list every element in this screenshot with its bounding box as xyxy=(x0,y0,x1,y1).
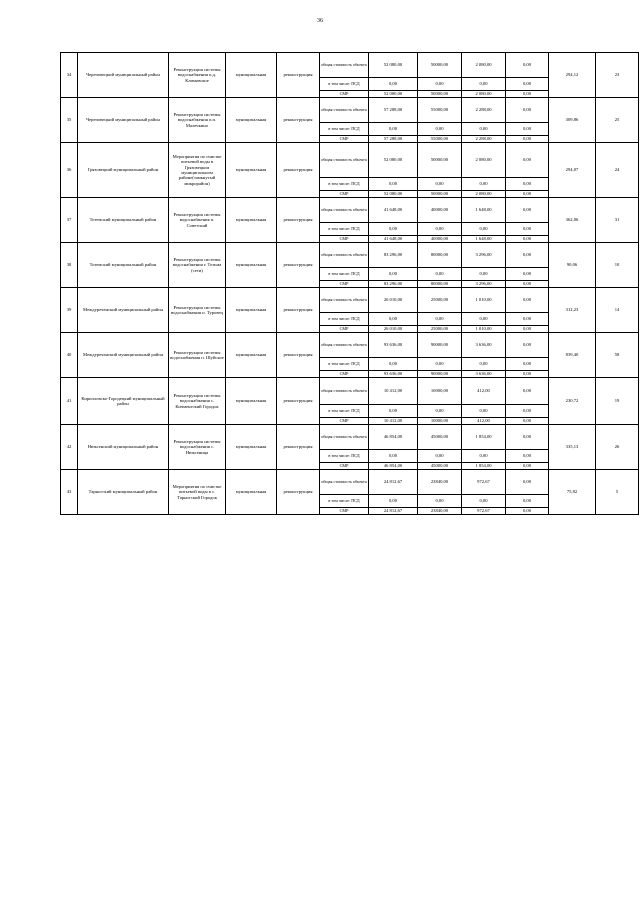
value-cell: 0,00 xyxy=(506,333,549,358)
value-cell: 80000,00 xyxy=(418,281,462,288)
object-cell: Реконструкция системы водоснабжения п.п. Малечкино xyxy=(169,98,226,143)
row-number: 36 xyxy=(61,143,78,198)
value-cell: 2 080,00 xyxy=(462,91,506,98)
value-cell: 3 636,00 xyxy=(462,333,506,358)
ownership-cell: муниципальная xyxy=(226,288,277,333)
district-cell: Тотемский муниципальный район xyxy=(78,198,169,243)
value-cell: 0,00 xyxy=(506,418,549,425)
indicator-cell: СМР xyxy=(320,418,369,425)
indicator-cell: СМР xyxy=(320,136,369,143)
value-cell: 0,00 xyxy=(506,198,549,223)
value-cell: 46 854,00 xyxy=(369,463,418,470)
value-cell: 0,00 xyxy=(462,495,506,508)
work-type-cell: реконструкция xyxy=(277,378,320,425)
value-cell: 0,00 xyxy=(462,223,506,236)
population-cell: 23 xyxy=(596,53,639,98)
row-number: 38 xyxy=(61,243,78,288)
value-cell: 0,00 xyxy=(506,405,549,418)
value-cell: 52 080,00 xyxy=(369,91,418,98)
ownership-cell: муниципальная xyxy=(226,198,277,243)
value-cell: 55000,00 xyxy=(418,98,462,123)
value-cell: 52 080,00 xyxy=(369,191,418,198)
work-type-cell: реконструкция xyxy=(277,98,320,143)
value-cell: 1 854,00 xyxy=(462,425,506,450)
value-cell: 3 296,00 xyxy=(462,243,506,268)
object-cell: Реконструкция системы водоснабжения п.д. Климовское xyxy=(169,53,226,98)
value-cell: 0,00 xyxy=(418,123,462,136)
table-row xyxy=(61,243,639,268)
population-cell: 14 xyxy=(596,288,639,333)
value-cell: 0,00 xyxy=(369,495,418,508)
value-cell: 10000,00 xyxy=(418,418,462,425)
indicator-cell: общая стоимость объекта xyxy=(320,53,369,78)
value-cell: 24 812,67 xyxy=(369,508,418,515)
value-cell: 24 812,67 xyxy=(369,470,418,495)
value-cell: 0,00 xyxy=(418,313,462,326)
length-cell: 294,12 xyxy=(549,53,596,98)
value-cell: 412,00 xyxy=(462,378,506,405)
indicator-cell: в том числе: ПСД xyxy=(320,78,369,91)
length-cell: 362,06 xyxy=(549,198,596,243)
value-cell: 83 296,00 xyxy=(369,243,418,268)
object-cell: Реконструкция системы водоснабжения с. Кичменгский Городок xyxy=(169,378,226,425)
value-cell: 0,00 xyxy=(369,78,418,91)
indicator-cell: СМР xyxy=(320,236,369,243)
value-cell: 0,00 xyxy=(418,495,462,508)
value-cell: 57 288,00 xyxy=(369,98,418,123)
value-cell: 0,00 xyxy=(369,223,418,236)
row-number: 35 xyxy=(61,98,78,143)
indicator-cell: общая стоимость объекта xyxy=(320,98,369,123)
value-cell: 0,00 xyxy=(506,450,549,463)
row-number: 37 xyxy=(61,198,78,243)
value-cell: 0,00 xyxy=(418,268,462,281)
value-cell: 0,00 xyxy=(506,326,549,333)
value-cell: 1 648,00 xyxy=(462,198,506,223)
value-cell: 0,00 xyxy=(369,450,418,463)
value-cell: 0,00 xyxy=(506,243,549,268)
value-cell: 40000,00 xyxy=(418,198,462,223)
indicator-cell: в том числе: ПСД xyxy=(320,178,369,191)
value-cell: 0,00 xyxy=(506,78,549,91)
value-cell: 0,00 xyxy=(369,178,418,191)
work-type-cell: реконструкция xyxy=(277,470,320,515)
value-cell: 0,00 xyxy=(506,123,549,136)
value-cell: 2 080,00 xyxy=(462,191,506,198)
value-cell: 0,00 xyxy=(418,450,462,463)
table-row xyxy=(61,378,639,405)
population-cell: 31 xyxy=(596,198,639,243)
value-cell: 0,00 xyxy=(418,405,462,418)
ownership-cell: муниципальная xyxy=(226,333,277,378)
object-cell: Мероприятия по очистке питьевой воды в Грязовецком муниципальном районе(замкнутый микрорайон) xyxy=(169,143,226,198)
value-cell: 0,00 xyxy=(506,288,549,313)
table-row xyxy=(61,470,639,495)
value-cell: 50000,00 xyxy=(418,91,462,98)
indicator-cell: в том числе: ПСД xyxy=(320,268,369,281)
value-cell: 0,00 xyxy=(506,463,549,470)
value-cell: 0,00 xyxy=(418,78,462,91)
work-type-cell: реконструкция xyxy=(277,143,320,198)
value-cell: 0,00 xyxy=(506,236,549,243)
length-cell: 90,06 xyxy=(549,243,596,288)
value-cell: 0,00 xyxy=(506,371,549,378)
row-number: 39 xyxy=(61,288,78,333)
work-type-cell: реконструкция xyxy=(277,53,320,98)
indicator-cell: общая стоимость объекта xyxy=(320,198,369,223)
indicator-cell: СМР xyxy=(320,326,369,333)
district-cell: Кирилловско-Городецкий муниципальный район xyxy=(78,378,169,425)
indicator-cell: СМР xyxy=(320,91,369,98)
value-cell: 0,00 xyxy=(506,281,549,288)
ownership-cell: муниципальная xyxy=(226,378,277,425)
indicator-cell: общая стоимость объекта xyxy=(320,288,369,313)
investment-table xyxy=(60,52,639,515)
value-cell: 1 854,00 xyxy=(462,463,506,470)
value-cell: 0,00 xyxy=(418,358,462,371)
indicator-cell: общая стоимость объекта xyxy=(320,378,369,405)
district-cell: Тотемский муниципальный район xyxy=(78,243,169,288)
population-cell: 24 xyxy=(596,143,639,198)
value-cell: 2 080,00 xyxy=(462,53,506,78)
value-cell: 52 080,00 xyxy=(369,53,418,78)
population-cell: 10 xyxy=(596,243,639,288)
value-cell: 0,00 xyxy=(506,378,549,405)
value-cell: 90000,00 xyxy=(418,333,462,358)
value-cell: 50000,00 xyxy=(418,143,462,178)
work-type-cell: реконструкция xyxy=(277,288,320,333)
indicator-cell: в том числе: ПСД xyxy=(320,495,369,508)
row-number: 43 xyxy=(61,470,78,515)
length-cell: 294,07 xyxy=(549,143,596,198)
ownership-cell: муниципальная xyxy=(226,470,277,515)
indicator-cell: СМР xyxy=(320,463,369,470)
value-cell: 55000,00 xyxy=(418,136,462,143)
population-cell: 19 xyxy=(596,378,639,425)
object-cell: Реконструкция системы водоснабжения п. Туровец xyxy=(169,288,226,333)
value-cell: 1 648,00 xyxy=(462,236,506,243)
indicator-cell: в том числе: ПСД xyxy=(320,450,369,463)
value-cell: 0,00 xyxy=(462,450,506,463)
value-cell: 0,00 xyxy=(506,223,549,236)
value-cell: 41 648,00 xyxy=(369,236,418,243)
value-cell: 57 288,00 xyxy=(369,136,418,143)
value-cell: 0,00 xyxy=(462,358,506,371)
value-cell: 0,00 xyxy=(506,313,549,326)
value-cell: 45000,00 xyxy=(418,425,462,450)
value-cell: 0,00 xyxy=(462,123,506,136)
value-cell: 0,00 xyxy=(506,358,549,371)
length-cell: 75,82 xyxy=(549,470,596,515)
row-number: 42 xyxy=(61,425,78,470)
district-cell: Междуреченский муниципальный район xyxy=(78,333,169,378)
value-cell: 80000,00 xyxy=(418,243,462,268)
ownership-cell: муниципальная xyxy=(226,143,277,198)
value-cell: 0,00 xyxy=(506,508,549,515)
work-type-cell: реконструкция xyxy=(277,425,320,470)
value-cell: 1 010,00 xyxy=(462,288,506,313)
length-cell: 230,72 xyxy=(549,378,596,425)
indicator-cell: общая стоимость объекта xyxy=(320,425,369,450)
value-cell: 0,00 xyxy=(506,178,549,191)
row-number: 34 xyxy=(61,53,78,98)
value-cell: 0,00 xyxy=(462,313,506,326)
indicator-cell: в том числе: ПСД xyxy=(320,313,369,326)
value-cell: 26 010,00 xyxy=(369,326,418,333)
length-cell: 309,86 xyxy=(549,98,596,143)
value-cell: 0,00 xyxy=(369,405,418,418)
object-cell: Мероприятия по очистке питьевой воды в с. Тарногский Городок xyxy=(169,470,226,515)
value-cell: 0,00 xyxy=(369,358,418,371)
district-cell: Междуреченский муниципальный район xyxy=(78,288,169,333)
object-cell: Реконструкция системы водоснабжения п. Советский xyxy=(169,198,226,243)
district-cell: Тарногский муниципальный район xyxy=(78,470,169,515)
value-cell: 0,00 xyxy=(506,268,549,281)
value-cell: 45000,00 xyxy=(418,463,462,470)
population-cell: 25 xyxy=(596,98,639,143)
indicator-cell: общая стоимость объекта xyxy=(320,243,369,268)
row-number: 40 xyxy=(61,333,78,378)
value-cell: 25000,00 xyxy=(418,326,462,333)
length-cell: 335,13 xyxy=(549,425,596,470)
value-cell: 50000,00 xyxy=(418,53,462,78)
indicator-cell: в том числе: ПСД xyxy=(320,223,369,236)
object-cell: Реконструкция системы водоснабжения п. Шуйское xyxy=(169,333,226,378)
district-cell: Нюксенский муниципальный район xyxy=(78,425,169,470)
value-cell: 2 288,00 xyxy=(462,136,506,143)
value-cell: 50000,00 xyxy=(418,191,462,198)
value-cell: 3 296,00 xyxy=(462,281,506,288)
value-cell: 1 010,00 xyxy=(462,326,506,333)
value-cell: 41 648,00 xyxy=(369,198,418,223)
value-cell: 0,00 xyxy=(506,495,549,508)
value-cell: 0,00 xyxy=(369,268,418,281)
indicator-cell: в том числе: ПСД xyxy=(320,123,369,136)
length-cell: 312,23 xyxy=(549,288,596,333)
district-cell: Грязовецкий муниципальный район xyxy=(78,143,169,198)
indicator-cell: СМР xyxy=(320,191,369,198)
value-cell: 0,00 xyxy=(506,53,549,78)
value-cell: 2 288,00 xyxy=(462,98,506,123)
table-row xyxy=(61,143,639,178)
value-cell: 0,00 xyxy=(506,425,549,450)
value-cell: 10000,00 xyxy=(418,378,462,405)
indicator-cell: СМР xyxy=(320,371,369,378)
value-cell: 2 080,00 xyxy=(462,143,506,178)
value-cell: 10 412,00 xyxy=(369,418,418,425)
value-cell: 0,00 xyxy=(462,405,506,418)
value-cell: 40000,00 xyxy=(418,236,462,243)
value-cell: 10 412,00 xyxy=(369,378,418,405)
value-cell: 26 010,00 xyxy=(369,288,418,313)
table-row xyxy=(61,198,639,223)
row-number: 41 xyxy=(61,378,78,425)
indicator-cell: СМР xyxy=(320,508,369,515)
value-cell: 46 854,00 xyxy=(369,425,418,450)
object-cell: Реконструкция системы водоснабжения г. Тотьма (сети) xyxy=(169,243,226,288)
indicator-cell: общая стоимость объекта xyxy=(320,333,369,358)
work-type-cell: реконструкция xyxy=(277,243,320,288)
value-cell: 412,00 xyxy=(462,418,506,425)
ownership-cell: муниципальная xyxy=(226,53,277,98)
value-cell: 0,00 xyxy=(462,268,506,281)
value-cell: 93 636,00 xyxy=(369,371,418,378)
length-cell: 839,40 xyxy=(549,333,596,378)
work-type-cell: реконструкция xyxy=(277,198,320,243)
value-cell: 0,00 xyxy=(369,123,418,136)
value-cell: 83 296,00 xyxy=(369,281,418,288)
district-cell: Череповецкий муниципальный район xyxy=(78,53,169,98)
population-cell: 5 xyxy=(596,470,639,515)
table-row xyxy=(61,98,639,123)
page-number: 36 xyxy=(317,18,323,24)
population-cell: 58 xyxy=(596,333,639,378)
value-cell: 0,00 xyxy=(369,313,418,326)
value-cell: 3 636,00 xyxy=(462,371,506,378)
value-cell: 0,00 xyxy=(506,136,549,143)
value-cell: 0,00 xyxy=(506,91,549,98)
value-cell: 90000,00 xyxy=(418,371,462,378)
value-cell: 93 636,00 xyxy=(369,333,418,358)
ownership-cell: муниципальная xyxy=(226,243,277,288)
value-cell: 0,00 xyxy=(462,178,506,191)
value-cell: 0,00 xyxy=(418,223,462,236)
value-cell: 0,00 xyxy=(506,191,549,198)
population-cell: 26 xyxy=(596,425,639,470)
value-cell: 0,00 xyxy=(506,143,549,178)
table-row xyxy=(61,53,639,78)
district-cell: Череповецкий муниципальный район xyxy=(78,98,169,143)
value-cell: 0,00 xyxy=(506,470,549,495)
indicator-cell: общая стоимость объекта xyxy=(320,470,369,495)
table-row xyxy=(61,288,639,313)
value-cell: 0,00 xyxy=(506,98,549,123)
value-cell: 23840,00 xyxy=(418,508,462,515)
indicator-cell: общая стоимость объекта xyxy=(320,143,369,178)
object-cell: Реконструкция системы водоснабжения с. Нюксеница xyxy=(169,425,226,470)
value-cell: 0,00 xyxy=(418,178,462,191)
table-row xyxy=(61,425,639,450)
value-cell: 52 080,00 xyxy=(369,143,418,178)
value-cell: 0,00 xyxy=(462,78,506,91)
ownership-cell: муниципальная xyxy=(226,98,277,143)
work-type-cell: реконструкция xyxy=(277,333,320,378)
value-cell: 25000,00 xyxy=(418,288,462,313)
indicator-cell: в том числе: ПСД xyxy=(320,405,369,418)
value-cell: 972,67 xyxy=(462,508,506,515)
ownership-cell: муниципальная xyxy=(226,425,277,470)
indicator-cell: СМР xyxy=(320,281,369,288)
value-cell: 972,67 xyxy=(462,470,506,495)
value-cell: 23840,00 xyxy=(418,470,462,495)
indicator-cell: в том числе: ПСД xyxy=(320,358,369,371)
table-row xyxy=(61,333,639,358)
